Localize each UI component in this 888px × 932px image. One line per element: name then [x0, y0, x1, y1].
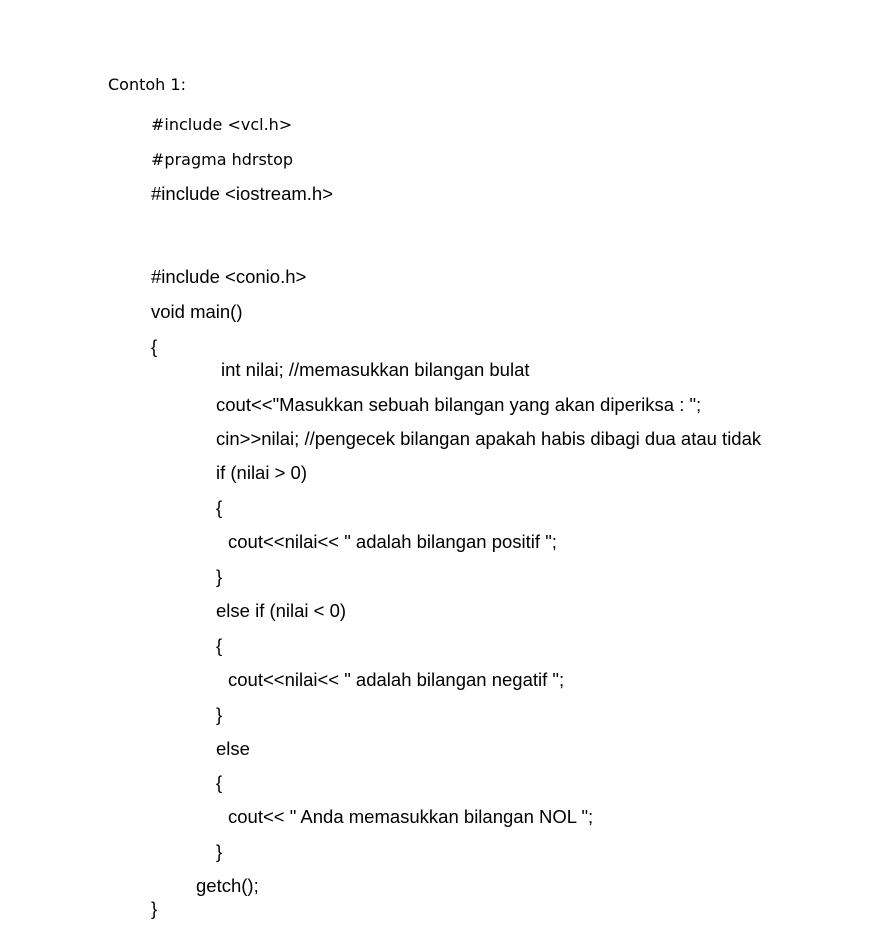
code-line-close-brace-else: } — [216, 841, 223, 862]
code-line-void-main: void main() — [151, 301, 243, 322]
example-heading: Contoh 1: — [108, 75, 186, 94]
code-line-close-brace-main: } — [151, 898, 158, 919]
code-line-open-brace-else-if: { — [216, 635, 223, 656]
code-line-include-vcl: #include <vcl.h> — [151, 115, 293, 134]
code-line-include-iostream: #include <iostream.h> — [151, 183, 334, 204]
code-line-cout-prompt: cout<<"Masukkan sebuah bilangan yang akan diperiksa : "; — [216, 394, 702, 415]
code-line-close-brace-if: } — [216, 566, 223, 587]
code-line-if-positive: if (nilai > 0) — [216, 462, 307, 483]
code-line-else-if-negative: else if (nilai < 0) — [216, 600, 347, 621]
code-line-open-brace: { — [151, 336, 158, 357]
code-line-int-nilai: int nilai; //memasukkan bilangan bulat — [221, 359, 530, 380]
code-line-close-brace-else-if: } — [216, 704, 223, 725]
code-line-getch: getch(); — [196, 875, 259, 896]
code-line-cout-negative: cout<<nilai<< " adalah bilangan negatif "; — [228, 669, 565, 690]
code-line-else: else — [216, 738, 250, 759]
code-line-pragma: #pragma hdrstop — [151, 150, 294, 169]
code-line-cin-nilai: cin>>nilai; //pengecek bilangan apakah habis dibagi dua atau tidak — [216, 428, 762, 449]
code-line-cout-positive: cout<<nilai<< " adalah bilangan positif "; — [228, 531, 557, 552]
code-line-open-brace-if: { — [216, 497, 223, 518]
code-line-cout-zero: cout<< " Anda memasukkan bilangan NOL "; — [228, 806, 594, 827]
code-line-open-brace-else: { — [216, 772, 223, 793]
code-line-include-conio: #include <conio.h> — [151, 266, 307, 287]
